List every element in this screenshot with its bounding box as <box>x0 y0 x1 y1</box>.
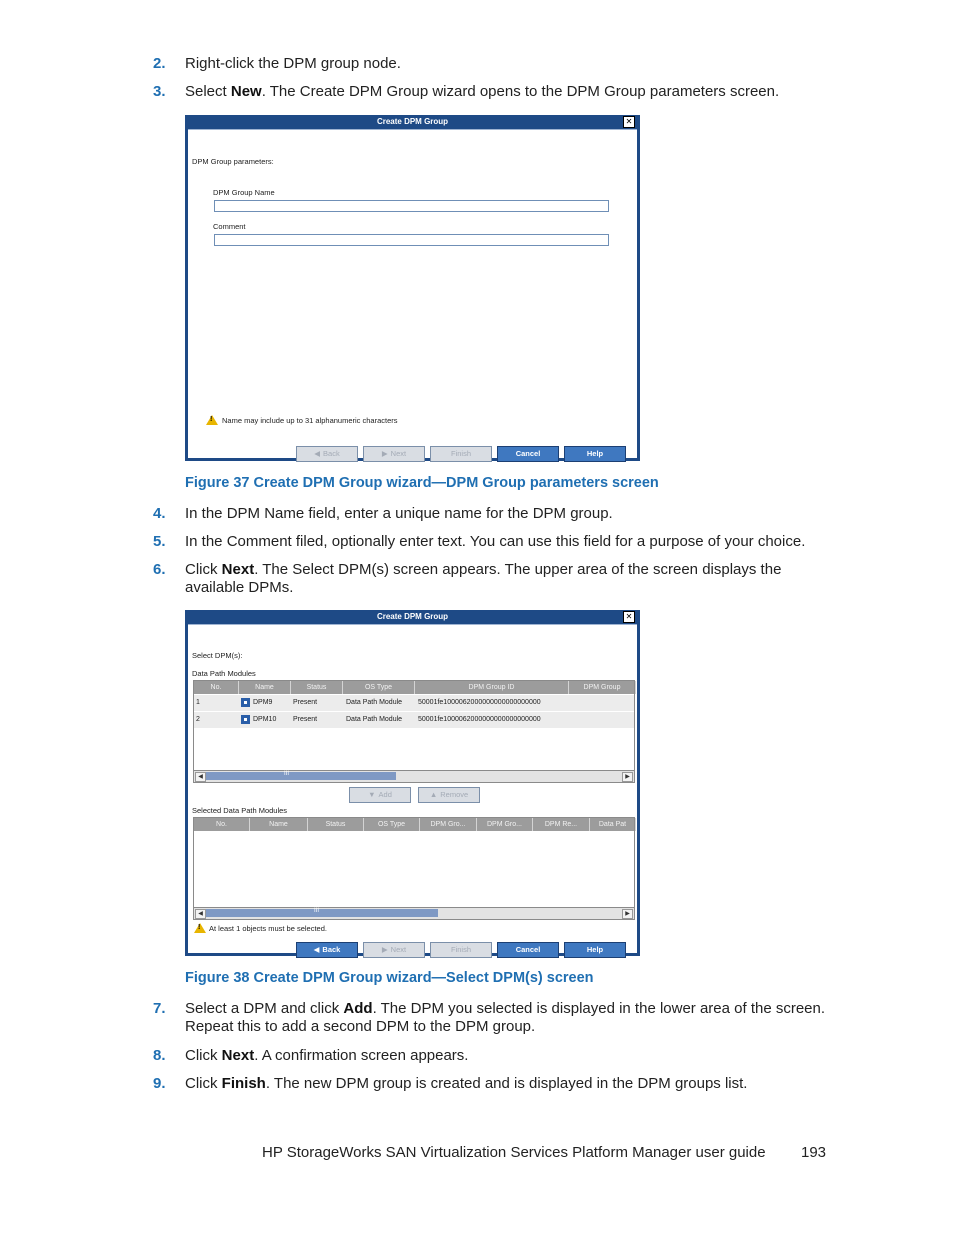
selected-dpm-label: Selected Data Path Modules <box>192 806 288 815</box>
dialog-title-bar <box>188 610 637 624</box>
available-dpm-label: Data Path Modules <box>192 669 256 678</box>
step-number: 4. <box>153 505 166 522</box>
ui-term: Next <box>221 561 255 578</box>
arrow-right-icon: ▶ <box>381 945 388 954</box>
dialog-title: Create DPM Group <box>376 117 449 126</box>
back-button[interactable]: ◀ Back <box>296 942 358 958</box>
arrow-left-icon: ◀ <box>313 945 320 954</box>
section-label: Select DPM(s): <box>192 651 243 660</box>
col-data-path[interactable]: Data Pat <box>590 818 636 831</box>
back-button[interactable]: ◀ Back <box>296 446 358 462</box>
horizontal-scrollbar[interactable] <box>194 770 634 782</box>
step-number: 5. <box>153 533 166 550</box>
table-header <box>194 818 634 831</box>
table-row[interactable] <box>194 712 634 728</box>
selected-dpm-table <box>193 817 635 920</box>
dialog-title-bar <box>188 115 637 129</box>
step-text: In the DPM Name field, enter a unique name for the DPM group. <box>185 505 613 522</box>
step-text: Select New. The Create DPM Group wizard opens to the DPM Group parameters screen. <box>185 83 780 100</box>
ui-term: New <box>230 83 262 100</box>
help-button[interactable]: Help <box>564 942 626 958</box>
page-number: 193 <box>801 1144 827 1161</box>
scroll-left-icon[interactable]: ◀ <box>195 909 206 919</box>
remove-button[interactable]: ▲ Remove <box>418 787 480 803</box>
col-os-type[interactable]: OS Type <box>364 818 420 831</box>
step-text: Click Next. The Select DPM(s) screen appears. The upper area of the screen displays the available DPMs. <box>185 561 782 596</box>
col-name[interactable]: Name <box>239 681 291 694</box>
finish-button[interactable]: Finish <box>430 446 492 462</box>
warning-icon <box>206 415 218 425</box>
page-footer-title: HP StorageWorks SAN Virtualization Services Platform Manager user guide <box>262 1144 766 1161</box>
figure-37-caption: Figure 37 Create DPM Group wizard—DPM Group parameters screen <box>185 475 659 491</box>
cell-status: Present <box>293 699 318 706</box>
ui-term: Add <box>343 1000 373 1017</box>
create-dpm-group-dialog-parameters <box>185 115 640 461</box>
table-header <box>194 681 634 694</box>
horizontal-scrollbar[interactable] <box>194 907 634 919</box>
warning-text: At least 1 objects must be selected. <box>209 924 327 933</box>
next-button[interactable]: ▶ Next <box>363 446 425 462</box>
col-dpm-re[interactable]: DPM Re... <box>533 818 590 831</box>
figure-38-caption: Figure 38 Create DPM Group wizard—Select DPM(s) screen <box>185 970 594 986</box>
finish-button[interactable]: Finish <box>430 942 492 958</box>
cell-group-id: 50001fe1000062000000000000000000 <box>418 716 541 723</box>
cell-name: DPM10 <box>241 712 276 728</box>
col-no[interactable]: No. <box>194 681 239 694</box>
cell-name: DPM9 <box>241 695 272 711</box>
arrow-down-icon: ▼ <box>368 790 376 799</box>
scroll-grip: III <box>314 908 320 914</box>
cell-no: 2 <box>196 716 200 723</box>
col-name[interactable]: Name <box>250 818 308 831</box>
scroll-thumb[interactable] <box>206 772 396 780</box>
step-number: 8. <box>153 1047 166 1064</box>
col-no[interactable]: No. <box>194 818 250 831</box>
step-text: Right-click the DPM group node. <box>185 55 401 72</box>
cell-os-type: Data Path Module <box>346 716 403 723</box>
dpm-icon <box>241 715 250 724</box>
col-dpm-group[interactable]: DPM Group <box>569 681 636 694</box>
help-button[interactable]: Help <box>564 446 626 462</box>
col-dpm-group-1[interactable]: DPM Gro... <box>420 818 477 831</box>
col-dpm-group-id[interactable]: DPM Group ID <box>415 681 569 694</box>
col-os-type[interactable]: OS Type <box>343 681 415 694</box>
table-row[interactable] <box>194 695 634 711</box>
col-status[interactable]: Status <box>291 681 343 694</box>
next-button[interactable]: ▶ Next <box>363 942 425 958</box>
close-icon[interactable]: ✕ <box>623 611 635 623</box>
cell-group-id: 50001fe1000062000000000000000000 <box>418 699 541 706</box>
step-number: 9. <box>153 1075 166 1092</box>
dialog-body <box>188 624 637 953</box>
step-number: 7. <box>153 1000 166 1017</box>
comment-label: Comment <box>213 222 246 231</box>
dialog-body <box>188 129 637 458</box>
close-icon[interactable]: ✕ <box>623 116 635 128</box>
comment-field[interactable] <box>214 234 609 246</box>
create-dpm-group-dialog-select <box>185 610 640 956</box>
available-dpm-table <box>193 680 635 783</box>
warning-text: Name may include up to 31 alphanumeric characters <box>222 416 398 425</box>
ui-term: Next <box>221 1047 255 1064</box>
step-text: Click Finish. The new DPM group is created and is displayed in the DPM groups list. <box>185 1075 748 1092</box>
step-text: Click Next. A confirmation screen appears. <box>185 1047 469 1064</box>
cell-os-type: Data Path Module <box>346 699 403 706</box>
scroll-thumb[interactable] <box>206 909 438 917</box>
cancel-button[interactable]: Cancel <box>497 446 559 462</box>
cell-status: Present <box>293 716 318 723</box>
dpm-group-name-label: DPM Group Name <box>213 188 275 197</box>
cancel-button[interactable]: Cancel <box>497 942 559 958</box>
col-dpm-group-2[interactable]: DPM Gro... <box>477 818 533 831</box>
step-text: Select a DPM and click Add. The DPM you selected is displayed in the lower area of the screen. Repeat this to add a second DPM to the DPM group. <box>185 1000 826 1035</box>
step-number: 6. <box>153 561 166 578</box>
step-number: 2. <box>153 55 166 72</box>
section-label: DPM Group parameters: <box>192 157 274 166</box>
arrow-right-icon: ▶ <box>381 449 388 458</box>
step-text: In the Comment filed, optionally enter text. You can use this field for a purpose of your choice. <box>185 533 806 550</box>
warning-icon <box>194 923 206 933</box>
arrow-left-icon: ◀ <box>314 449 321 458</box>
dpm-group-name-field[interactable] <box>214 200 609 212</box>
scroll-left-icon[interactable]: ◀ <box>195 772 206 782</box>
add-button[interactable]: ▼ Add <box>349 787 411 803</box>
dialog-title: Create DPM Group <box>376 612 449 621</box>
scroll-grip: III <box>284 771 290 777</box>
step-number: 3. <box>153 83 166 100</box>
ui-term: Finish <box>221 1075 266 1092</box>
dpm-icon <box>241 698 250 707</box>
scroll-right-icon[interactable]: ▶ <box>622 772 633 782</box>
scroll-right-icon[interactable]: ▶ <box>622 909 633 919</box>
col-status[interactable]: Status <box>308 818 364 831</box>
arrow-up-icon: ▲ <box>429 790 438 799</box>
cell-no: 1 <box>196 699 200 706</box>
